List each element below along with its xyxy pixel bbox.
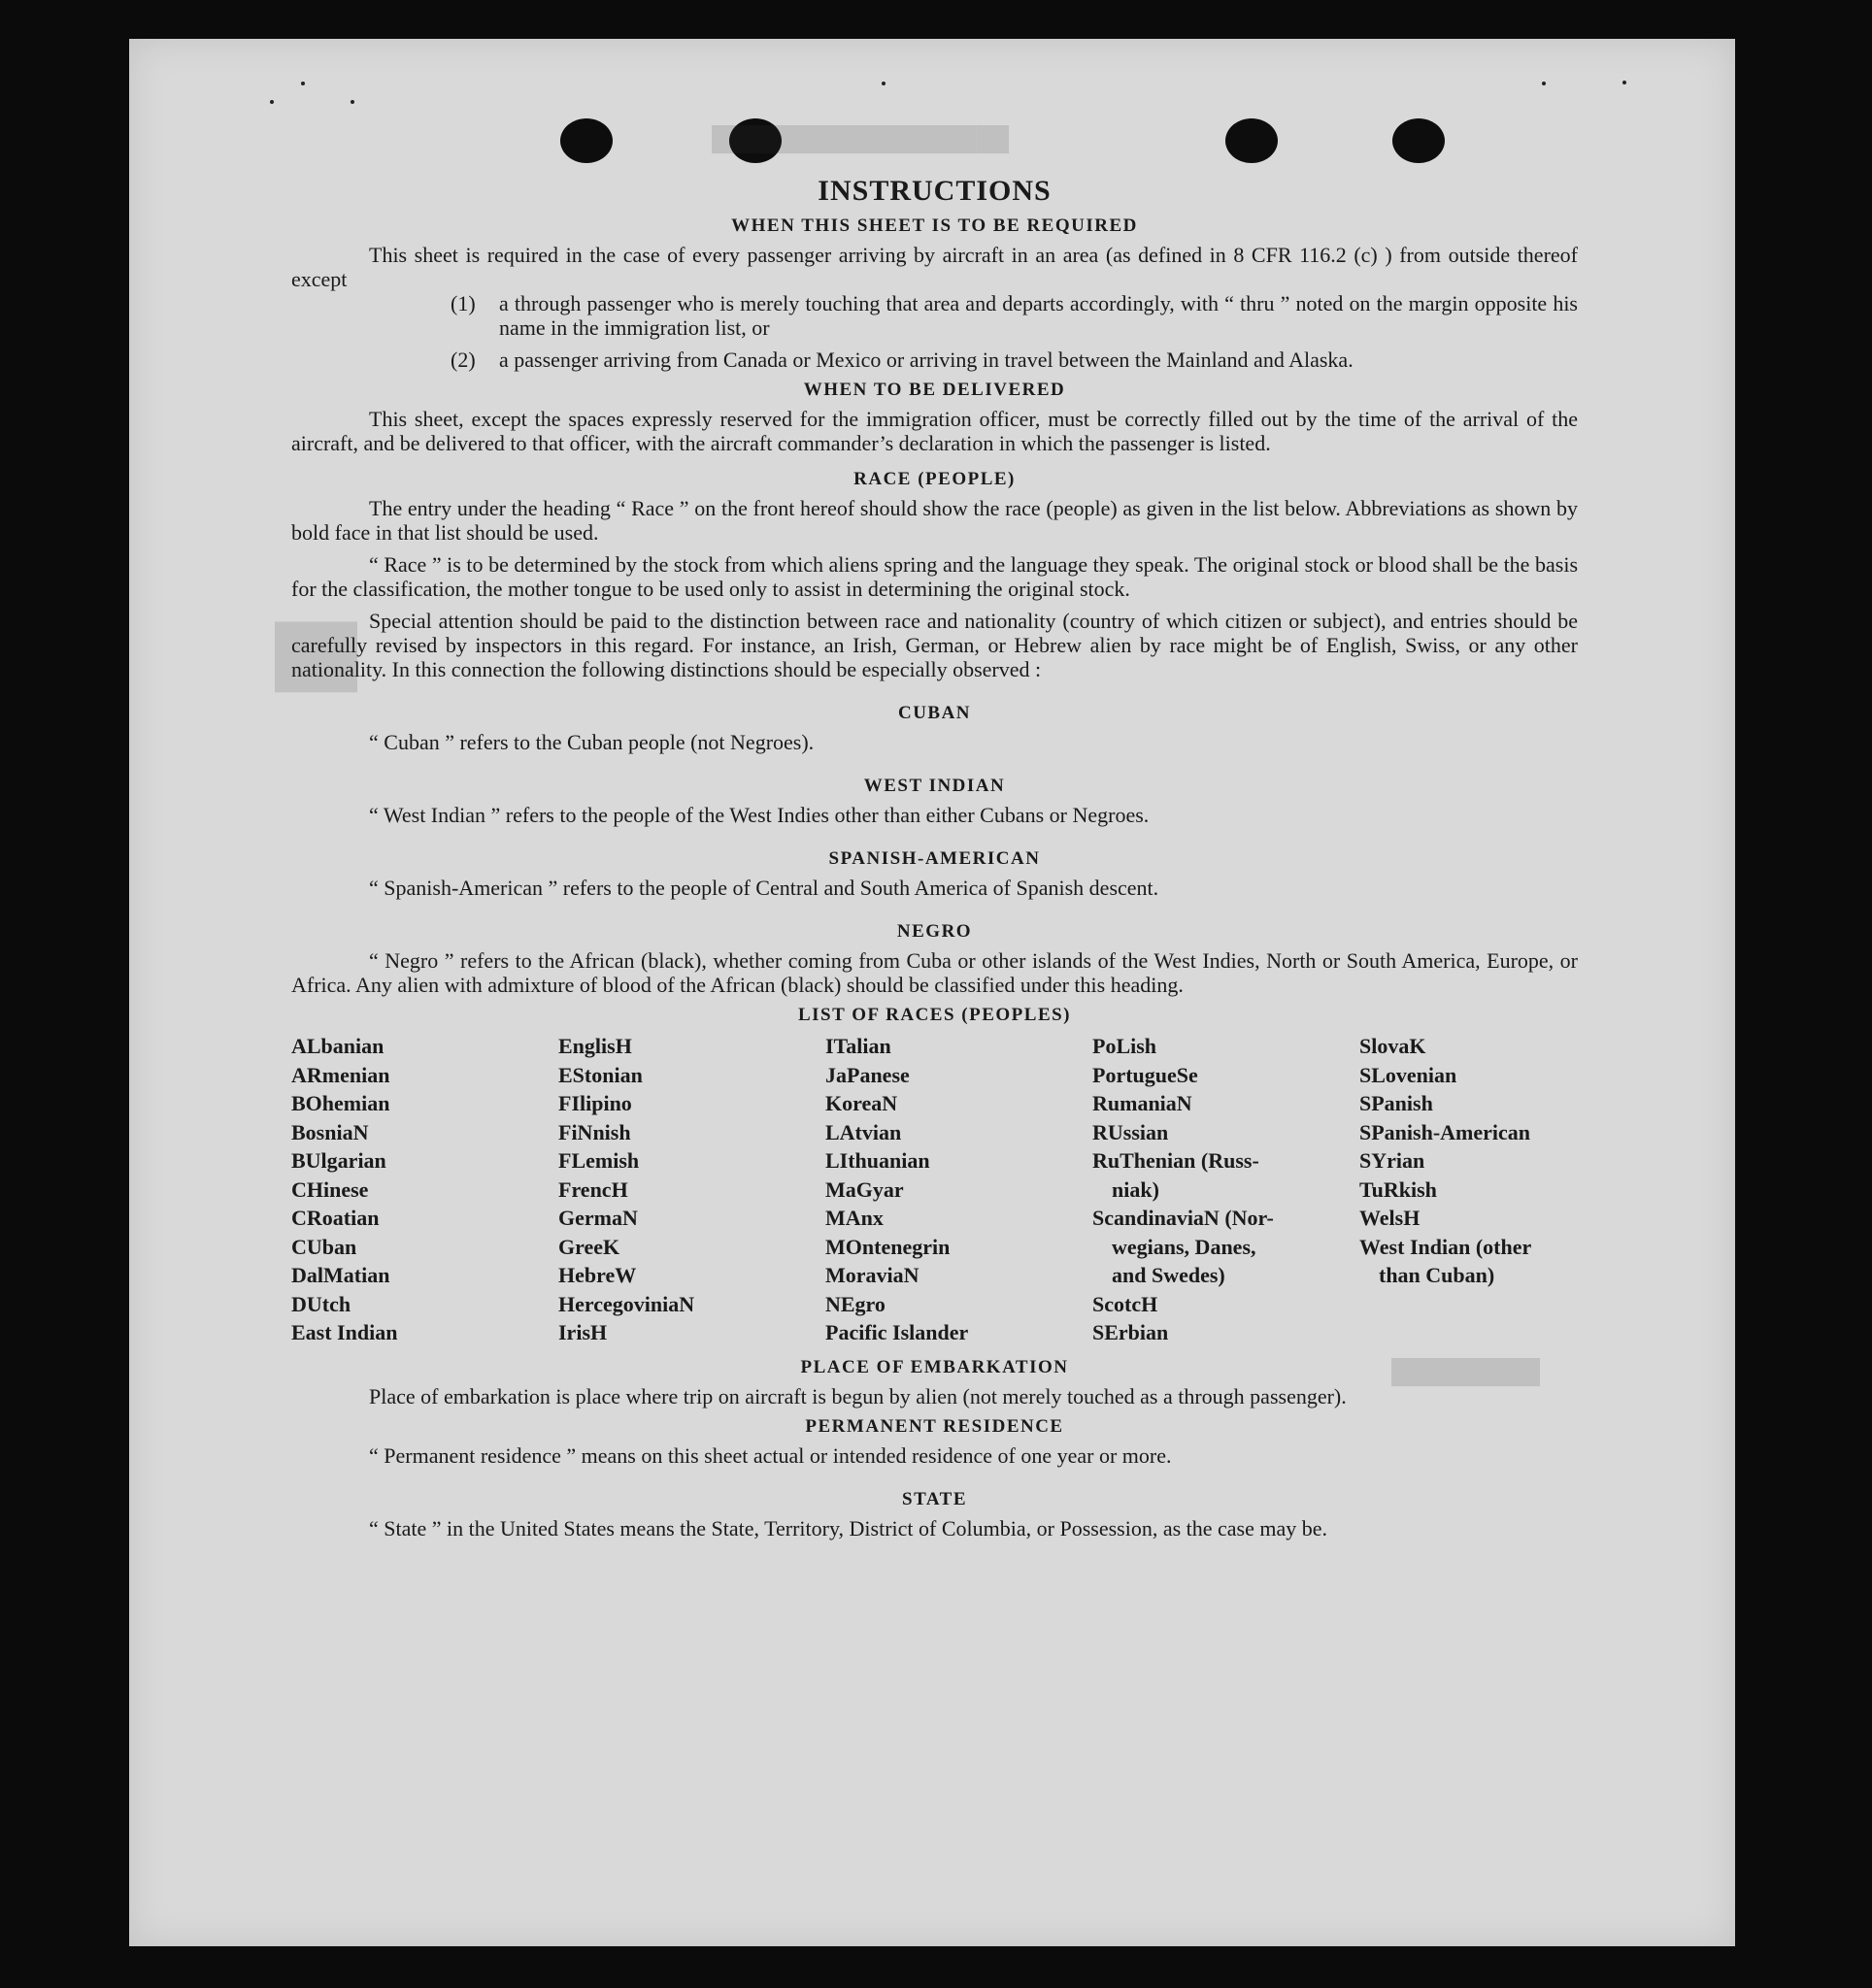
heading-west-indian: WEST INDIAN bbox=[863, 776, 1006, 796]
race-entry: ScotcH bbox=[1092, 1291, 1158, 1316]
heading-cuban: CUBAN bbox=[897, 703, 972, 723]
race-entry: MaGyar bbox=[825, 1176, 904, 1202]
race-entry: FLemish bbox=[558, 1148, 640, 1173]
race-entry: RUssian bbox=[1092, 1119, 1169, 1144]
race-entry: DalMatian bbox=[291, 1263, 390, 1287]
race-entry: FIlipino bbox=[558, 1091, 632, 1115]
heading-negro: NEGRO bbox=[896, 921, 973, 942]
negro-text: “ Negro ” refers to the African (black), whether coming from Cuba or other islands of the West Indies, North or South America, Europe, or Africa. Any alien with admixture of blood of the African (black) should be classified under this heading. bbox=[291, 948, 1578, 997]
race-entry: TuRkish bbox=[1359, 1176, 1437, 1202]
races-column bbox=[291, 1032, 558, 1347]
heading-list-of-races: LIST OF RACES (PEOPLES) bbox=[797, 1005, 1072, 1025]
race-entry: ALbanian bbox=[291, 1034, 384, 1058]
races-list bbox=[291, 1032, 1578, 1347]
heading-permanent-residence: PERMANENT RESIDENCE bbox=[805, 1415, 1064, 1437]
race-entry: KoreaN bbox=[825, 1091, 898, 1115]
race-paragraph-3: Special attention should be paid to the distinction between race and nationality (country of which citizen or subject), and entries should be carefully revised by inspectors in this regard. For instance, an Irish, German, or Hebrew alien by race might be of English, Swiss, or any other nationality. In this connection the following distinctions should be especially observed : bbox=[291, 609, 1578, 681]
race-entry: SYrian bbox=[1359, 1148, 1425, 1173]
speck bbox=[301, 82, 305, 85]
race-entry: EStonian bbox=[558, 1062, 643, 1087]
race-entry: FiNnish bbox=[558, 1119, 631, 1144]
races-column bbox=[1092, 1032, 1359, 1347]
race-entry: HebreW bbox=[558, 1263, 637, 1287]
race-entry: East Indian bbox=[291, 1320, 398, 1344]
race-entry: CHinese bbox=[291, 1176, 369, 1202]
race-entry: SlovaK bbox=[1359, 1034, 1426, 1058]
race-entry: CUban bbox=[291, 1234, 357, 1259]
bleed-through: █████████ bbox=[1391, 1359, 1541, 1385]
race-entry: JaPanese bbox=[825, 1062, 910, 1087]
race-entry: LAtvian bbox=[825, 1119, 902, 1144]
race-entry: GermaN bbox=[558, 1206, 638, 1230]
race-entry: NEgro bbox=[825, 1291, 886, 1316]
race-entry: LIthuanian bbox=[825, 1148, 930, 1173]
race-entry-continued: than Cuban) bbox=[1379, 1263, 1495, 1287]
heading-embarkation: PLACE OF EMBARKATION bbox=[800, 1356, 1069, 1377]
exception-text: a through passenger who is merely touching that area and departs accordingly, with “ thru ” noted on the margin opposite his name in the immigration list, or bbox=[499, 291, 1578, 340]
race-entry: GreeK bbox=[558, 1234, 620, 1259]
race-entry: ScandinaviaN (Nor- bbox=[1092, 1206, 1274, 1230]
race-entry: MAnx bbox=[825, 1206, 884, 1230]
race-entry: IrisH bbox=[558, 1320, 608, 1344]
race-entry-continued: and Swedes) bbox=[1112, 1263, 1225, 1287]
speck bbox=[882, 82, 886, 85]
race-paragraph-1: The entry under the heading “ Race ” on the front hereof should show the race (people) as given in the list below. Abbreviations as shown by bold face in that list should be used. bbox=[291, 496, 1578, 545]
race-entry: DUtch bbox=[291, 1291, 351, 1316]
heading-race: RACE (PEOPLE) bbox=[853, 469, 1016, 489]
punch-hole bbox=[1392, 118, 1445, 163]
race-entry: RuThenian (Russ- bbox=[1092, 1148, 1259, 1173]
heading-when-delivered: WHEN TO BE DELIVERED bbox=[803, 380, 1066, 400]
race-entry: SPanish bbox=[1359, 1091, 1433, 1115]
heading-when-required: WHEN THIS SHEET IS TO BE REQUIRED bbox=[731, 215, 1138, 236]
race-entry: SPanish-American bbox=[1359, 1119, 1530, 1144]
race-entry: FrencH bbox=[558, 1176, 628, 1202]
races-column bbox=[1359, 1032, 1578, 1347]
race-entry: BosniaN bbox=[291, 1119, 369, 1144]
speck bbox=[270, 100, 274, 104]
race-entry: MOntenegrin bbox=[825, 1234, 951, 1259]
spanish-american-text: “ Spanish-American ” refers to the people of Central and South America of Spanish descent. bbox=[369, 876, 1159, 900]
race-entry: EnglisH bbox=[558, 1034, 632, 1058]
race-entry: MoraviaN bbox=[825, 1263, 919, 1287]
page-title: INSTRUCTIONS bbox=[818, 175, 1052, 207]
speck bbox=[1622, 81, 1626, 84]
race-entry: ARmenian bbox=[291, 1062, 390, 1087]
race-entry-continued: niak) bbox=[1112, 1176, 1159, 1202]
instructions-content bbox=[291, 175, 1578, 1541]
residence-text: “ Permanent residence ” means on this sheet actual or intended residence of one year or more. bbox=[369, 1442, 1172, 1468]
race-entry-continued: wegians, Danes, bbox=[1112, 1234, 1256, 1259]
races-column bbox=[558, 1032, 825, 1347]
speck bbox=[351, 100, 354, 104]
bleed-through: ██ bbox=[275, 622, 358, 687]
race-entry: SErbian bbox=[1092, 1320, 1169, 1344]
races-column bbox=[825, 1032, 1092, 1347]
exception-text: a passenger arriving from Canada or Mexico or arriving in travel between the Mainland and Alaska. bbox=[499, 348, 1354, 372]
race-entry: SLovenian bbox=[1359, 1062, 1457, 1087]
exception-number: (1) bbox=[451, 291, 476, 315]
heading-state: STATE bbox=[902, 1488, 967, 1509]
punch-hole bbox=[1225, 118, 1278, 163]
race-entry: HercegoviniaN bbox=[558, 1291, 695, 1316]
race-entry: CRoatian bbox=[291, 1206, 380, 1230]
west-indian-text: “ West Indian ” refers to the people of the West Indies other than either Cubans or Negroes. bbox=[369, 803, 1150, 827]
race-entry: BUlgarian bbox=[291, 1148, 386, 1173]
state-text: “ State ” in the United States means the State, Territory, District of Columbia, or Possession, as the case may be. bbox=[369, 1515, 1328, 1541]
exception-item bbox=[451, 348, 1578, 372]
exception-item bbox=[451, 291, 1578, 340]
embarkation-text: Place of embarkation is place where trip on aircraft is begun by alien (not merely touched as a through passenger). bbox=[369, 1383, 1347, 1408]
speck bbox=[1542, 82, 1546, 85]
race-entry: West Indian (other bbox=[1359, 1234, 1532, 1259]
exception-number: (2) bbox=[451, 348, 476, 372]
race-entry: Pacific Islander bbox=[825, 1320, 969, 1344]
when-required-intro: This sheet is required in the case of every passenger arriving by aircraft in an area (as defined in 8 CFR 116.2 (c) ) from outside thereof except bbox=[291, 243, 1578, 291]
punch-hole bbox=[560, 118, 613, 163]
race-entry: PoLish bbox=[1092, 1034, 1157, 1058]
heading-spanish-american: SPANISH-AMERICAN bbox=[828, 848, 1041, 869]
cuban-text: “ Cuban ” refers to the Cuban people (not Negroes). bbox=[369, 730, 815, 754]
bleed-through: ██████████████████ bbox=[712, 126, 1010, 152]
race-paragraph-2: “ Race ” is to be determined by the stock from which aliens spring and the language they speak. The original stock or blood shall be the basis for the classification, the mother tongue to be used only to assist in determining the original stock. bbox=[291, 552, 1578, 601]
race-entry: WelsH bbox=[1359, 1206, 1421, 1230]
race-entry: ITalian bbox=[825, 1034, 891, 1058]
race-entry: RumaniaN bbox=[1092, 1091, 1192, 1115]
race-entry: PortugueSe bbox=[1092, 1062, 1198, 1087]
when-delivered-text: This sheet, except the spaces expressly reserved for the immigration officer, must be correctly filled out by the time of the arrival of the aircraft, and be delivered to that officer, with the aircraft commander’s declaration in which the passenger is listed. bbox=[291, 407, 1578, 455]
race-entry: BOhemian bbox=[291, 1091, 390, 1115]
